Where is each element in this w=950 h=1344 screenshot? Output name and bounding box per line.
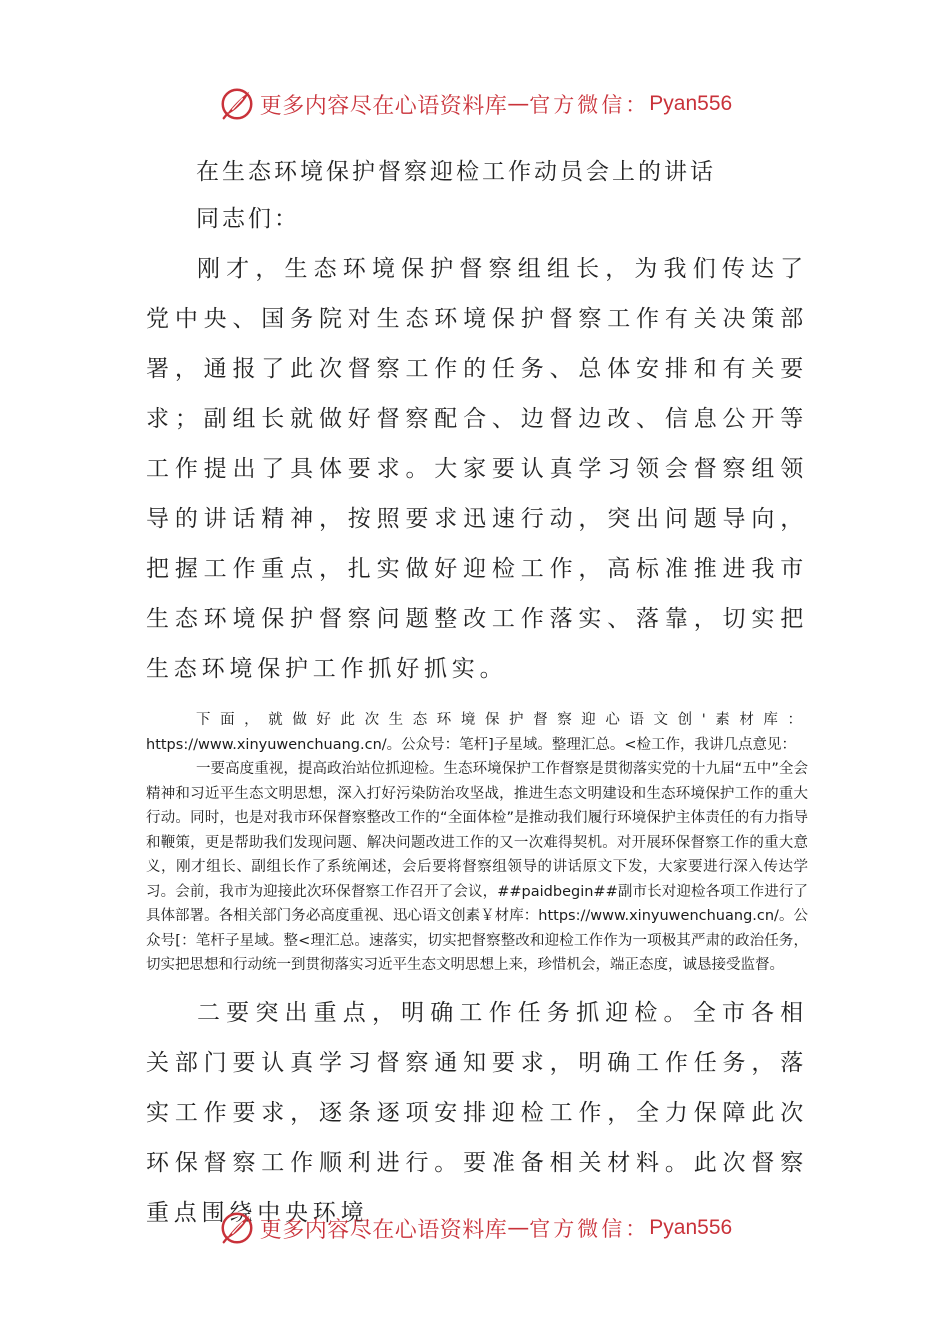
document-title: 在生态环境保护督察迎检工作动员会上的讲话 <box>196 159 716 185</box>
point-one-paragraph: 一要高度重视，提高政治站位抓迎检。生态环境保护工作督察是贯彻落实党的十九届“五中”全会精神和习近平生态文明思想，深入打好污染防治攻坚战，推进生态文明建设和生态环境保护工作的重大行动。同时，也是对我市环保督察整改工作的“全面体检”是推动我们履行环境保护主体责任的有力指导和鞭策，更是帮助我们发现问题、解决问题改进工作的又一次难得契机。对开展环保督察工作的重大意义，刚才组长、副组长作了系统阐述，会后要将督察组领导的讲话原文下发，大家要进行深入传达学习。会前，我市为迎接此次环保督察工作召开了会议，##paidbegin##副市长对迎检各项工作进行了具体部署。各相关部门务必高度重视、迅心语文创素￥材库：https://www.xinyuwenchuang.cn/。公众号[：笔杆子星域。整<理汇总。速落实，切实把督察整改和迎检工作作为一项极其严肃的政治任务，切实把思想和行动统一到贯彻落实习近平生态文明思想上来，珍惜机会，端正态度，诚恳接受监督。 <box>146 761 808 973</box>
watermark-label: 官方微信： <box>529 93 650 117</box>
quill-logo-icon <box>218 85 256 123</box>
watermark-banner-top <box>0 82 950 126</box>
watermark-separator: — <box>507 91 530 117</box>
watermark-banner-bottom <box>0 1206 950 1250</box>
intro-paragraph: 刚才，生态环境保护督察组组长，为我们传达了党中央、国务院对生态环境保护督察工作有关决策部署，通报了此次督察工作的任务、总体安排和有关要求；副组长就做好督察配合、边督边改、信息公开等工作提出了具体要求。大家要认真学习领会督察组领导的讲话精神，按照要求迅速行动，突出问题导向，把握工作重点，扎实做好迎检工作，高标准推进我市生态环境保护督察问题整改工作落实、落靠，切实把生态环境保护工作抓好抓实。 <box>146 256 808 682</box>
watermark-wechat-id: Pyan556 <box>649 1216 733 1239</box>
watermark-separator: — <box>507 1215 530 1241</box>
transition-rest: https://www.xinyuwenchuang.cn/。公众号：笔杆]子星域。整理汇总。<检工作，我讲几点意见： <box>146 736 796 753</box>
small-print-block <box>146 708 808 978</box>
salutation: 同志们： <box>196 206 300 232</box>
watermark-wechat-id: Pyan556 <box>649 92 733 115</box>
watermark-site-text: 更多内容尽在心语资料库 <box>259 93 508 119</box>
transition-lead: 下面，就做好此次生态环境保护督察迎心语文创'素材库： <box>196 712 808 728</box>
point-two-paragraph: 二要突出重点，明确工作任务抓迎检。全市各相关部门要认真学习督察通知要求，明确工作任务，落实工作要求，逐条逐项安排迎检工作，全力保障此次环保督察工作顺利进行。要准备相关材料。此次督察重点围绕中央环境 <box>146 999 808 1226</box>
quill-logo-icon <box>218 1209 256 1247</box>
watermark-site-text: 更多内容尽在心语资料库 <box>259 1217 508 1243</box>
watermark-label: 官方微信： <box>529 1217 650 1241</box>
document-body <box>146 150 808 1238</box>
transition-paragraph <box>146 708 808 757</box>
